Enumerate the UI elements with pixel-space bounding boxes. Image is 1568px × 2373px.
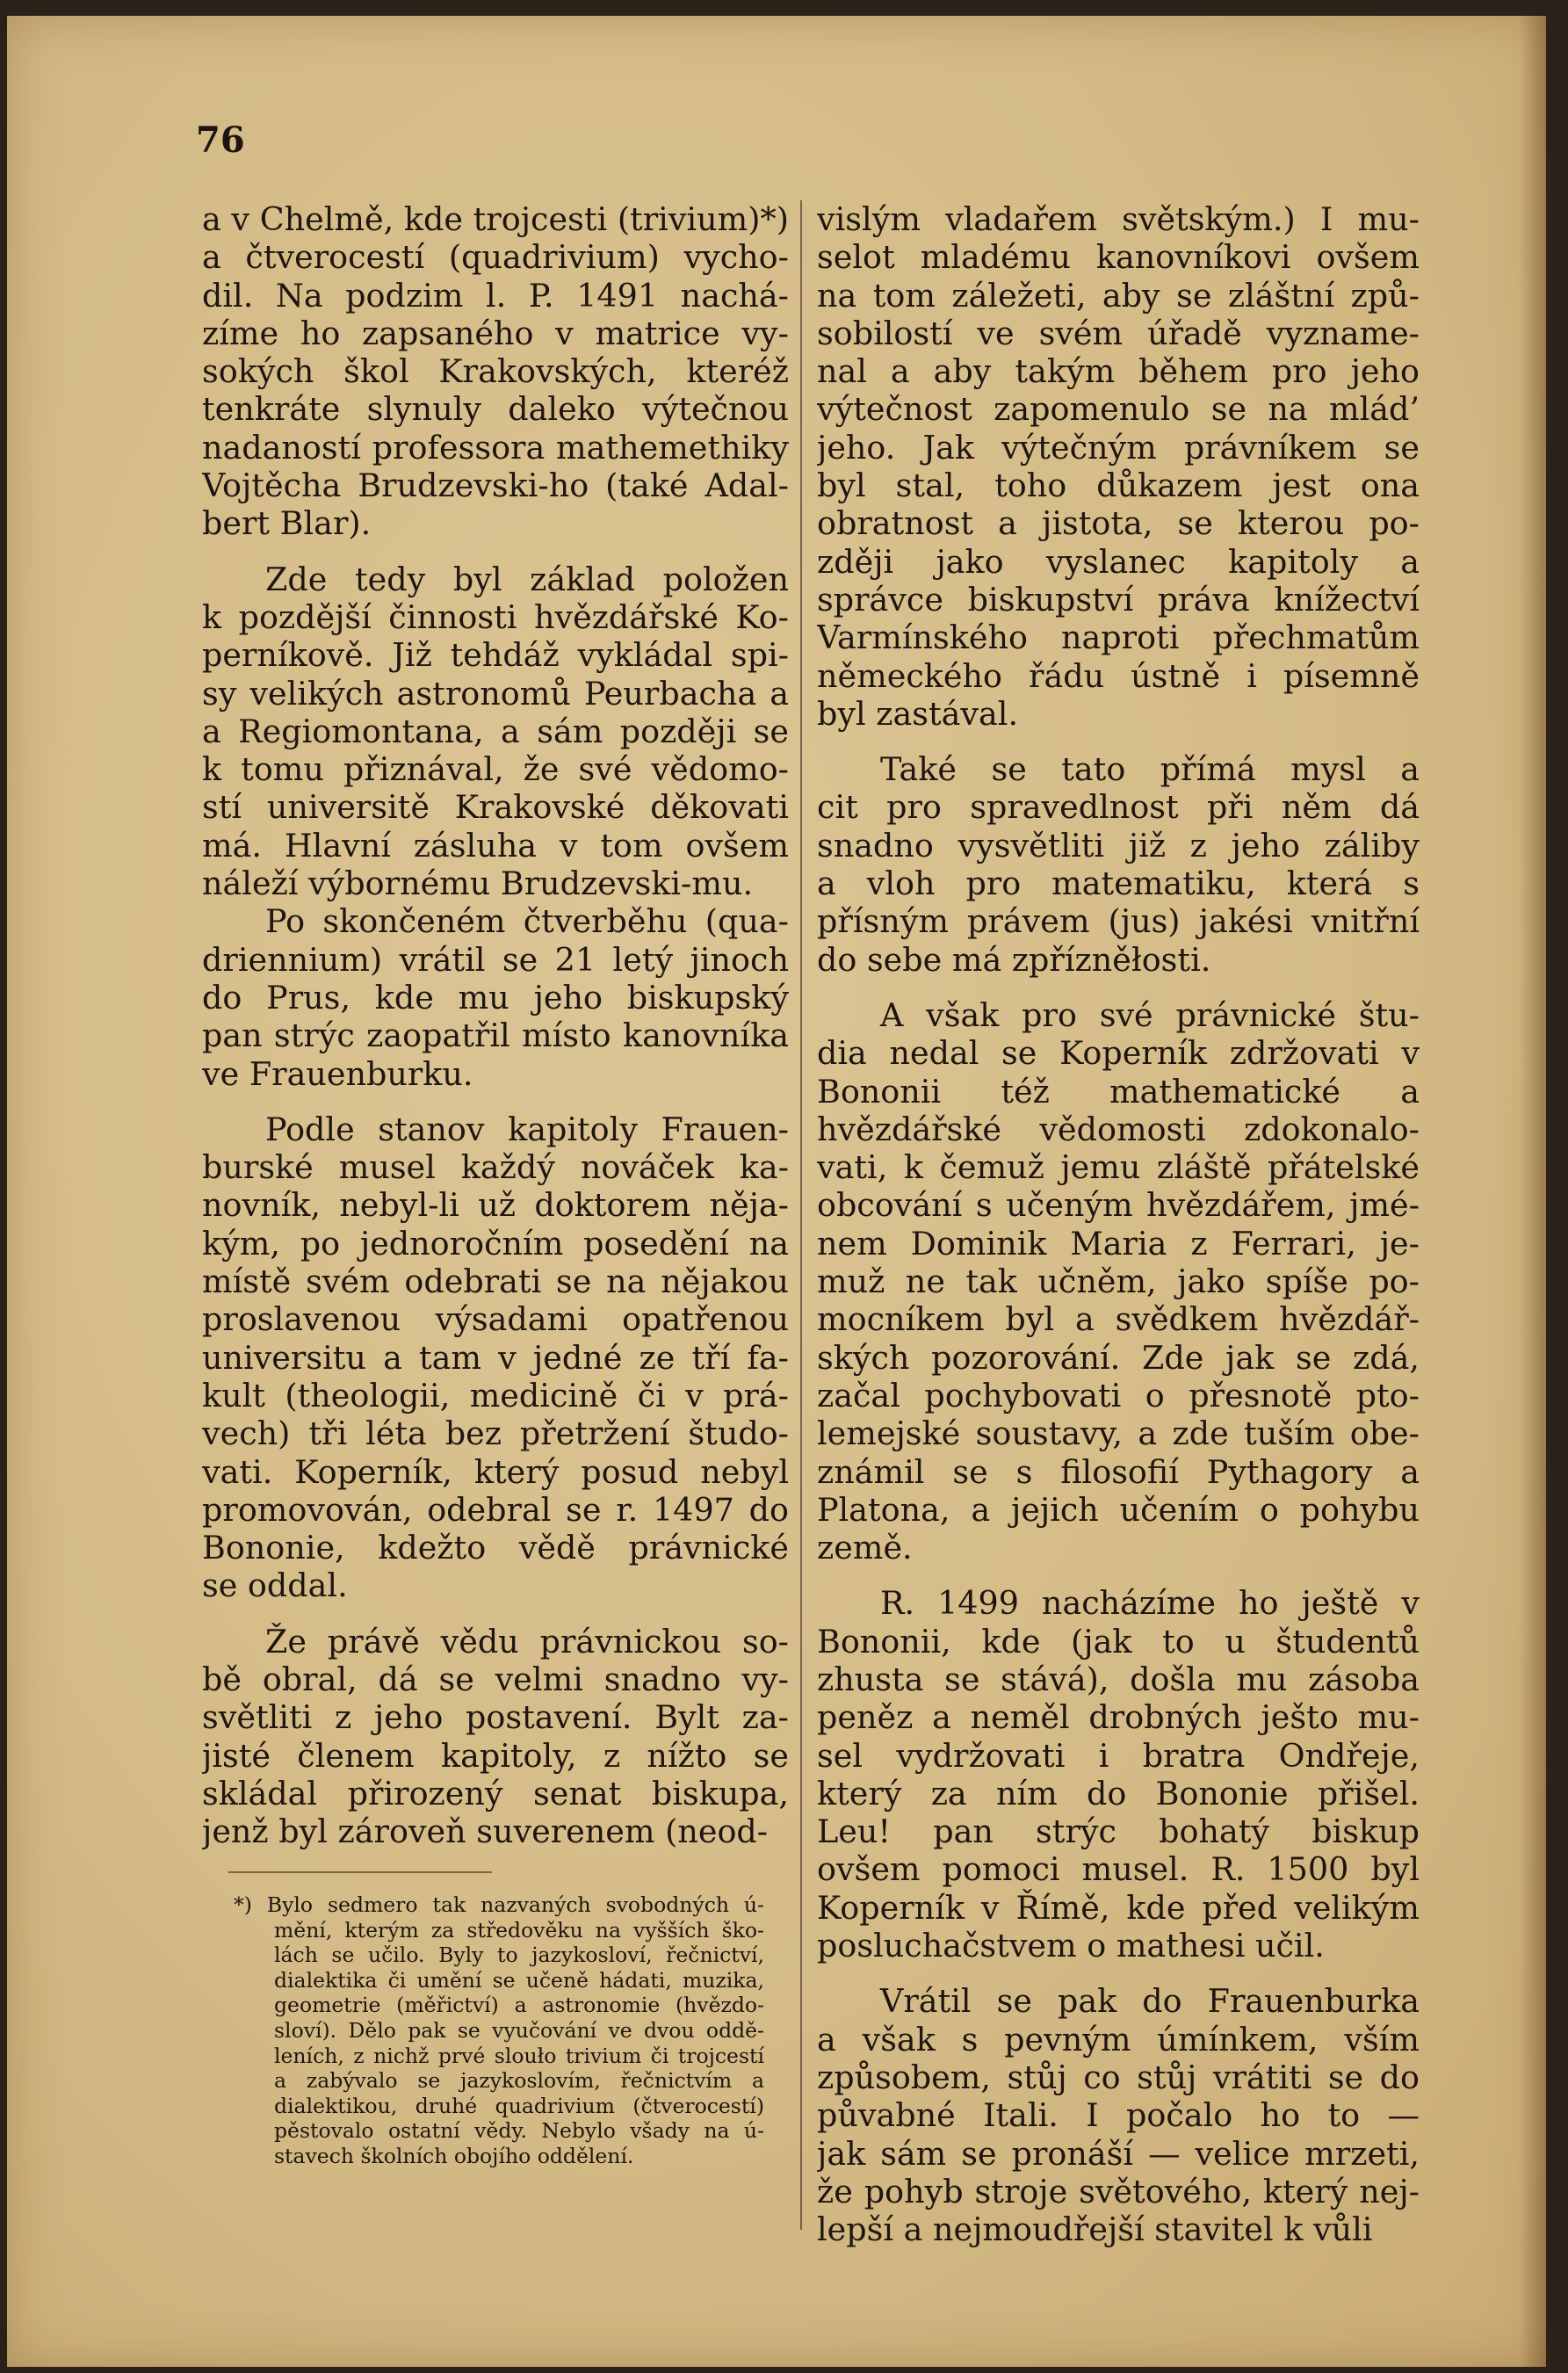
footnote-line: pěstovalo ostatní vědy. Nebylo všady na ú- <box>274 2118 764 2144</box>
footnote-line: lách se učilo. Byly to jazykosloví, řečnictví, <box>274 1943 764 1968</box>
paragraph <box>817 1584 1420 1964</box>
text-line: jak sám se pronáší — velice mrzeti, <box>817 2134 1420 2173</box>
text-line: výtečnost zapomenulo se na mlád’ <box>817 390 1420 429</box>
text-line: se oddal. <box>202 1566 348 1605</box>
text-line: vech) tři léta bez přetržení študo- <box>202 1414 789 1453</box>
text-line: lepší a nejmoudřejší stavitel k vůli <box>817 2210 1373 2249</box>
text-line: zhusta se stává), došla mu zásoba <box>817 1660 1420 1698</box>
text-line: promovován, odebral se r. 1497 do <box>202 1490 789 1529</box>
text-line: sokých škol Krakovských, kteréž <box>202 352 789 391</box>
text-line: perníkově. Již tehdáž vykládal spi- <box>202 636 789 675</box>
text-line: sel vydržovati i bratra Ondřeje, <box>817 1736 1420 1775</box>
text-line: Bononii, kde (jak to u študentů <box>817 1622 1420 1660</box>
text-line: mocníkem byl a svědkem hvězdář- <box>817 1300 1420 1339</box>
paragraph <box>817 200 1420 733</box>
paragraph-gap <box>202 1605 789 1623</box>
text-line: hvězdářské vědomosti zdokonalo- <box>817 1110 1420 1148</box>
text-line: má. Hlavní zásluha v tom ovšem <box>202 826 789 865</box>
text-line: správce biskupství práva knížectví <box>817 580 1420 619</box>
footnote-line: geometrie (měřictví) a astronomie (hvězdo- <box>274 1993 764 2018</box>
text-line: země. <box>817 1529 913 1567</box>
text-line: světliti z jeho postavení. Bylt za- <box>202 1698 789 1737</box>
paragraph-gap <box>817 979 1420 996</box>
footnote-line: a zabývalo se jazykoslovím, řečnictvím a <box>274 2068 764 2094</box>
book-page <box>7 16 1546 2367</box>
text-line: Koperník v Římě, kde před velikým <box>817 1888 1420 1927</box>
text-line: Také se tato přímá mysl a <box>880 750 1420 789</box>
text-line: dia nedal se Koperník zdržovati v <box>817 1034 1420 1073</box>
text-line: burské musel každý nováček ka- <box>202 1148 789 1187</box>
text-line: zíme ho zapsaného v matrice vy- <box>202 314 789 352</box>
text-line: do sebe má zpřízněłosti. <box>817 940 1211 979</box>
footnote-line: mění, kterým za středověku na vyšších ško- <box>274 1917 764 1943</box>
right-column <box>817 200 1420 2248</box>
page-number: 76 <box>196 119 245 161</box>
paragraph <box>202 1111 789 1605</box>
text-line: ovšem pomoci musel. R. 1500 byl <box>817 1850 1420 1889</box>
text-line: selot mladému kanovníkovi ovšem <box>817 238 1420 277</box>
paragraph <box>817 750 1420 979</box>
text-line: Vrátil se pak do Frauenburka <box>880 1982 1420 2021</box>
paragraph <box>202 200 789 543</box>
text-line: vislým vladařem světským.) I mu- <box>817 200 1420 238</box>
footnote-line: sloví). Dělo pak se vyučování ve dvou oddě- <box>274 2017 764 2043</box>
text-line: sy velikých astronomů Peurbacha a <box>202 674 789 713</box>
text-line: jeho. Jak výtečným právníkem se <box>817 428 1420 467</box>
paragraph <box>817 1982 1420 2248</box>
text-line: Varmínského naproti přechmatům <box>817 619 1420 657</box>
footnote-line: stavech školních obojího oddělení. <box>274 2143 634 2168</box>
text-line: Zde tedy byl základ položen <box>265 560 789 598</box>
text-line: německého řádu ústně i písemně <box>817 656 1420 695</box>
text-line: Leu! pan strýc bohatý biskup <box>817 1812 1420 1851</box>
paragraph <box>202 1623 789 1851</box>
text-line: začal pochybovati o přesnotě pto- <box>817 1376 1420 1414</box>
text-line: a však s pevným úmínkem, vším <box>817 2020 1420 2058</box>
text-line: k pozdější činnosti hvězdářské Ko- <box>202 597 789 636</box>
text-line: jenž byl zároveň suverenem (neod- <box>202 1812 769 1851</box>
text-line: a čtverocestí (quadrivium) vycho- <box>202 238 789 277</box>
text-line: bě obral, dá se velmi snadno vy- <box>202 1660 789 1698</box>
text-line: Podle stanov kapitoly Frauen- <box>265 1110 789 1148</box>
text-line: pan strýc zaopatřil místo kanovníka <box>202 1016 789 1055</box>
text-line: přísným právem (jus) jakési vnitřní <box>817 902 1420 941</box>
paragraph-gap <box>817 1964 1420 1982</box>
text-line: ských pozorování. Zde jak se zdá, <box>817 1338 1420 1377</box>
paragraph-gap <box>202 1093 789 1111</box>
text-line: posluchačstvem o mathesi učil. <box>817 1927 1325 1965</box>
footnote <box>234 1892 764 2169</box>
text-line: stí universitě Krakovské děkovati <box>202 788 789 827</box>
text-line: na tom záležeti, aby se zláštní způ- <box>817 276 1420 315</box>
text-line: způsobem, stůj co stůj vrátiti se do <box>817 2058 1420 2096</box>
text-line: byl stal, toho důkazem jest ona <box>817 467 1420 505</box>
paragraph-gap <box>817 1566 1420 1584</box>
column-divider <box>800 200 802 2230</box>
paragraph <box>202 902 789 1092</box>
text-line: vati, k čemuž jemu zláště přátelské <box>817 1148 1420 1187</box>
text-line: vati. Koperník, který posud nebyl <box>202 1452 789 1491</box>
text-line: místě svém odebrati se na nějakou <box>202 1262 789 1301</box>
page-binding-shadow <box>1520 16 1546 2367</box>
footnote-line: dialektikou, druhé quadrivium (čtverocestí) <box>274 2093 764 2118</box>
text-line: bert Blar). <box>202 504 372 543</box>
text-line: novník, nebyl-li už doktorem něja- <box>202 1186 789 1225</box>
text-line: Vojtěcha Brudzevski-ho (také Adal- <box>202 467 789 505</box>
left-column <box>202 200 789 1850</box>
text-line: jisté členem kapitoly, z nížto se <box>202 1736 789 1775</box>
footnote-line: *) Bylo sedmero tak nazvaných svobodných ú- <box>234 1892 764 1917</box>
text-line: peněz a neměl drobných ješto mu- <box>817 1698 1420 1737</box>
text-line: nem Dominik Maria z Ferrari, je- <box>817 1224 1420 1262</box>
text-line: A však pro své právnické štu- <box>880 995 1420 1034</box>
text-line: Bononie, kdežto vědě právnické <box>202 1529 789 1567</box>
text-line: Po skončeném čtverběhu (qua- <box>265 902 789 941</box>
text-line: Že právě vědu právnickou so- <box>265 1622 789 1660</box>
text-line: známil se s filosofií Pythagory a <box>817 1452 1420 1491</box>
paragraph-gap <box>817 733 1420 750</box>
text-line: obcování s učeným hvězdářem, jmé- <box>817 1186 1420 1225</box>
text-line: a v Chelmě, kde trojcesti (trivium)*) <box>202 200 789 238</box>
text-line: kým, po jednoročním posedění na <box>202 1224 789 1262</box>
text-line: kult (theologii, medicině či v prá- <box>202 1376 789 1414</box>
text-line: náleží výbornému Brudzevski-mu. <box>202 865 754 903</box>
text-line: který za ním do Bononie přišel. <box>817 1774 1420 1812</box>
text-line: zději jako vyslanec kapitoly a <box>817 542 1420 581</box>
text-line: sobilostí ve svém úřadě vyzname- <box>817 314 1420 352</box>
text-line: muž ne tak učněm, jako spíše po- <box>817 1262 1420 1301</box>
text-line: tenkráte slynuly daleko výtečnou <box>202 390 789 429</box>
text-line: obratnost a jistota, se kterou po- <box>817 504 1420 543</box>
text-line: k tomu přiznával, že své vědomo- <box>202 750 789 789</box>
text-line: Platona, a jejich učením o pohybu <box>817 1490 1420 1529</box>
text-line: cit pro spravedlnost při něm dá <box>817 788 1420 827</box>
text-line: a Regiomontana, a sám později se <box>202 712 789 750</box>
footnote-rule <box>228 1871 492 1873</box>
footnote-line: leních, z nichž prvé slouło trivium či trojcestí <box>274 2043 764 2068</box>
text-line: že pohyb stroje světového, který nej- <box>817 2172 1420 2210</box>
paragraph <box>817 996 1420 1566</box>
text-line: dil. Na podzim l. P. 1491 nachá- <box>202 276 789 315</box>
text-line: snadno vysvětliti již z jeho záliby <box>817 826 1420 865</box>
text-line: R. 1499 nacházíme ho ještě v <box>880 1584 1420 1623</box>
text-line: nal a aby takým během pro jeho <box>817 352 1420 391</box>
text-line: driennium) vrátil se 21 letý jinoch <box>202 940 789 979</box>
text-line: skládal přirozený senat biskupa, <box>202 1774 789 1812</box>
text-line: a vloh pro matematiku, která s <box>817 865 1420 903</box>
text-line: byl zastával. <box>817 694 1019 733</box>
text-line: do Prus, kde mu jeho biskupský <box>202 978 789 1016</box>
text-line: lemejské soustavy, a zde tuším obe- <box>817 1414 1420 1453</box>
paragraph-gap <box>202 543 789 561</box>
text-line: universitu a tam v jedné ze tří fa- <box>202 1338 789 1377</box>
text-line: nadaností professora mathemethiky <box>202 428 789 467</box>
text-line: proslavenou výsadami opatřenou <box>202 1300 789 1339</box>
text-line: půvabné Itali. I počalo ho to — <box>817 2096 1420 2135</box>
paragraph <box>202 561 789 903</box>
text-line: Bononii též mathematické a <box>817 1072 1420 1111</box>
text-line: ve Frauenburku. <box>202 1054 473 1093</box>
footnote-line: dialektika či umění se učeně hádati, muzika, <box>274 1967 764 1993</box>
